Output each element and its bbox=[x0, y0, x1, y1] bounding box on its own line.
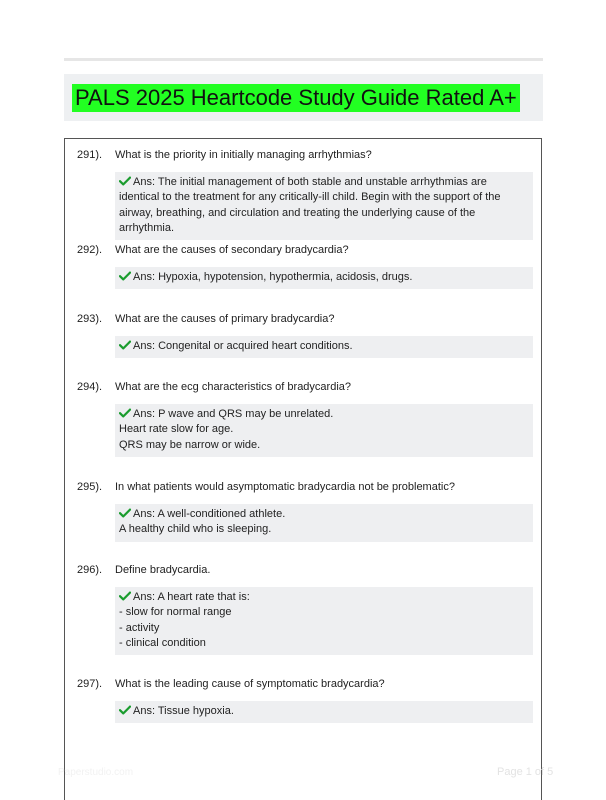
answer-box bbox=[115, 504, 533, 542]
answer-line: QRS may be narrow or wide. bbox=[119, 438, 261, 451]
question-text: What are the causes of secondary bradycardia? bbox=[115, 244, 349, 256]
answer-text: Ans: Congenital or acquired heart conditions. bbox=[133, 340, 353, 352]
question-number: 291). bbox=[77, 149, 103, 161]
answer-box bbox=[115, 404, 533, 457]
document-title: PALS 2025 Heartcode Study Guide Rated A+ bbox=[72, 84, 520, 112]
question-number: 297). bbox=[77, 678, 103, 690]
question-number: 294). bbox=[77, 381, 103, 393]
title-band bbox=[64, 74, 543, 121]
check-icon bbox=[119, 408, 131, 418]
question-text: What is the priority in initially managing arrhythmias? bbox=[115, 149, 372, 161]
qa-list bbox=[64, 138, 542, 800]
answer-line bbox=[119, 407, 527, 422]
question-number: 293). bbox=[77, 313, 103, 325]
answer-text: Ans: The initial management of both stable and unstable arrhythmias are identical to the treatment for any critically-ill child. Begin with the support of the airway, breathing, and circulation and treating the underlying cause of the arrhythmia. bbox=[119, 176, 501, 234]
check-icon bbox=[119, 271, 131, 281]
answer-line: - activity bbox=[119, 621, 160, 634]
question-number: 292). bbox=[77, 244, 103, 256]
question-text: What are the ecg characteristics of bradycardia? bbox=[115, 381, 352, 393]
question-number: 295). bbox=[77, 481, 103, 493]
check-icon bbox=[119, 508, 131, 518]
answer-line bbox=[119, 507, 527, 522]
answer-line: A healthy child who is sleeping. bbox=[119, 523, 272, 536]
answer-text: Ans: P wave and QRS may be unrelated. bbox=[133, 408, 334, 420]
question-text: What are the causes of primary bradycardia? bbox=[115, 313, 335, 325]
answer-box bbox=[115, 701, 533, 723]
answer-line: - slow for normal range bbox=[119, 606, 232, 619]
answer-box bbox=[115, 587, 533, 655]
question-text: What is the leading cause of symptomatic bradycardia? bbox=[115, 678, 385, 690]
question-text: In what patients would asymptomatic bradycardia not be problematic? bbox=[115, 481, 455, 493]
answer-text: Ans: Hypoxia, hypotension, hypothermia, acidosis, drugs. bbox=[133, 271, 413, 283]
top-divider bbox=[64, 58, 543, 61]
check-icon bbox=[119, 340, 131, 350]
page-number: Page 1 of 5 bbox=[497, 766, 554, 778]
check-icon bbox=[119, 176, 131, 186]
watermark-text: Paperstudio.com bbox=[58, 767, 134, 778]
answer-text: Ans: A well-conditioned athlete. bbox=[133, 508, 286, 520]
check-icon bbox=[119, 591, 131, 601]
answer-text: Ans: A heart rate that is: bbox=[133, 591, 250, 603]
answer-line: Heart rate slow for age. bbox=[119, 423, 234, 436]
question-number: 296). bbox=[77, 564, 103, 576]
question-text: Define bradycardia. bbox=[115, 564, 211, 576]
answer-text: Ans: Tissue hypoxia. bbox=[133, 705, 234, 717]
answer-line bbox=[119, 590, 527, 605]
answer-line: - clinical condition bbox=[119, 636, 206, 649]
check-icon bbox=[119, 705, 131, 715]
answer-box bbox=[115, 336, 533, 358]
answer-box bbox=[115, 267, 533, 289]
answer-box bbox=[115, 172, 533, 240]
